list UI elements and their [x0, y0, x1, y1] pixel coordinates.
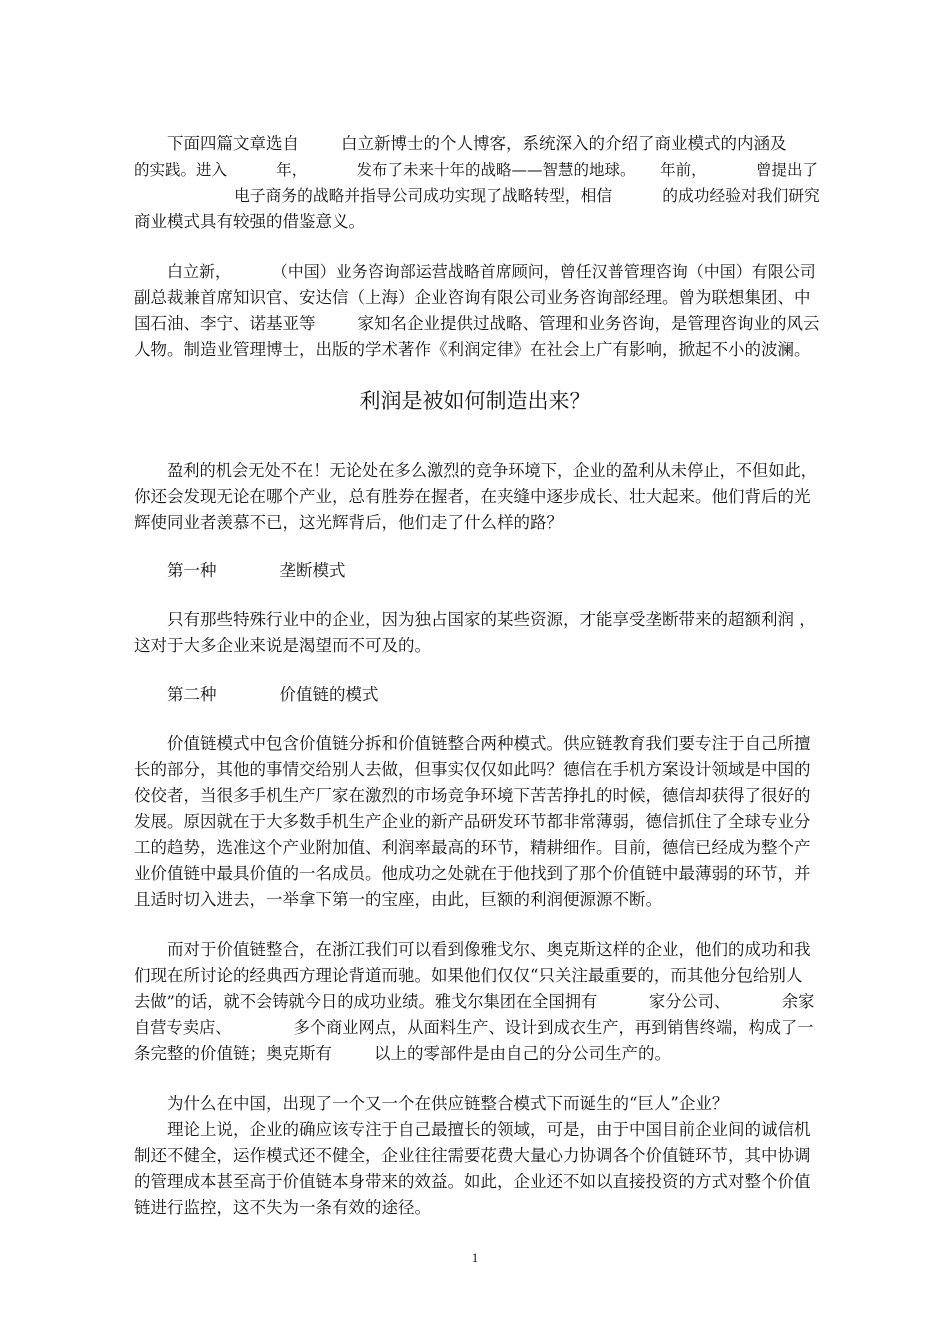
text-line: 的管理成本甚至高于价值链本身带来的效益。如此，企业还不如以直接投资的方式对整个价值: [134, 1172, 811, 1191]
text-line: 条完整的价值链；奥克斯有 以上的零部件是由自己的分公司生产的。: [134, 1044, 671, 1063]
text-line: 价值链模式中包含价值链分拆和价值链整合两种模式。供应链教育我们要专注于自己所擅: [167, 734, 811, 753]
text-line: 商业模式具有较强的借鉴意义。: [134, 212, 365, 231]
page-number: 1: [471, 1250, 479, 1265]
text-line: 们现在所讨论的经典西方理论背道而驰。如果他们仅仅“只关注最重要的，而其他分包给别人: [134, 966, 803, 985]
text-line: 发展。原因就在于大多数手机生产企业的新产品研发环节都非常薄弱，德信抓住了全球专业分: [134, 812, 811, 831]
text-line: 只有那些特殊行业中的企业，因为独占国家的某些资源，才能享受垄断带来的超额利润 ，: [167, 610, 816, 629]
article-title: 利润是被如何制造出来？: [359, 389, 591, 413]
text-line: 且适时切入进去，一举拿下第一的宝座，由此，巨额的利润便源源不断。: [134, 890, 662, 909]
text-line: 下面四篇文章选自 白立新博士的个人博客，系统深入的介绍了商业模式的内涵及: [167, 134, 787, 153]
text-line: 长的部分，其他的事情交给别人去做，但事实仅仅如此吗？德信在手机方案设计领域是中国的: [134, 760, 811, 779]
text-line: 白立新， （中国）业务咨询部运营战略首席顾问，曾任汉普管理咨询（中国）有限公司: [167, 262, 816, 281]
text-line: 佼佼者，当很多手机生产厂家在激烈的市场竞争环境下苦苦挣扎的时候，德信却获得了很好的: [134, 786, 811, 805]
section-heading-value-chain: 第二种 价值链的模式: [167, 685, 379, 704]
text-line: 国石油、李宁、诺基亚等 家知名企业提供过战略、管理和业务咨询，是管理咨询业的风云: [134, 314, 820, 333]
text-line: 自营专卖店、 多个商业网点，从面料生产、设计到成衣生产，再到销售终端，构成了一: [134, 1018, 814, 1037]
text-line: 你还会发现无论在哪个产业，总有胜券在握者，在夹缝中逐步成长、壮大起来。他们背后的光: [134, 487, 811, 506]
text-line: 副总裁兼首席知识官、安达信（上海）企业咨询有限公司业务咨询部经理。曾为联想集团、中: [134, 288, 811, 307]
text-line: 电子商务的战略并指导公司成功实现了战略转型，相信 的成功经验对我们研究: [134, 186, 820, 205]
text-line: 这对于大多企业来说是渴望而不可及的。: [134, 636, 431, 655]
text-line: 工的趋势，选准这个产业附加值、利润率最高的环节，精耕细作。目前，德信已经成为整个产: [134, 838, 811, 857]
text-line: 辉使同业者羡慕不已，这光辉背后，他们走了什么样的路？: [134, 513, 563, 532]
text-line: 理论上说，企业的确应该专注于自己最擅长的领域，可是，由于中国目前企业间的诚信机: [167, 1120, 811, 1139]
text-line: 链进行监控，这不失为一条有效的途径。: [134, 1198, 431, 1217]
paragraph-question: 为什么在中国，出现了一个又一个在供应链整合模式下而诞生的“巨人”企业？: [167, 1094, 729, 1113]
text-line: 制还不健全，运作模式还不健全，企业往往需要花费大量心力协调各个价值链环节，其中协调: [134, 1146, 811, 1165]
text-line: 去做”的话，就不会铸就今日的成功业绩。雅戈尔集团在全国拥有 家分公司、 余家: [134, 992, 815, 1011]
text-line: 业价值链中最具价值的一名成员。他成功之处就在于他找到了那个价值链中最薄弱的环节，并: [134, 864, 811, 883]
text-line: 人物。制造业管理博士，出版的学术著作《利润定律》在社会上广有影响，掀起不小的波澜。: [134, 340, 811, 359]
section-heading-monopoly: 第一种 垄断模式: [167, 561, 346, 580]
text-line: 盈利的机会无处不在！无论处在多么激烈的竞争环境下，企业的盈利从未停止，不但如此，: [167, 461, 817, 480]
text-line: 的实践。进入 年， 发布了未来十年的战略——智慧的地球。 年前， 曾提出了: [134, 161, 818, 179]
text-line: 而对于价值链整合，在浙江我们可以看到像雅戈尔、奥克斯这样的企业，他们的成功和我: [167, 940, 811, 959]
